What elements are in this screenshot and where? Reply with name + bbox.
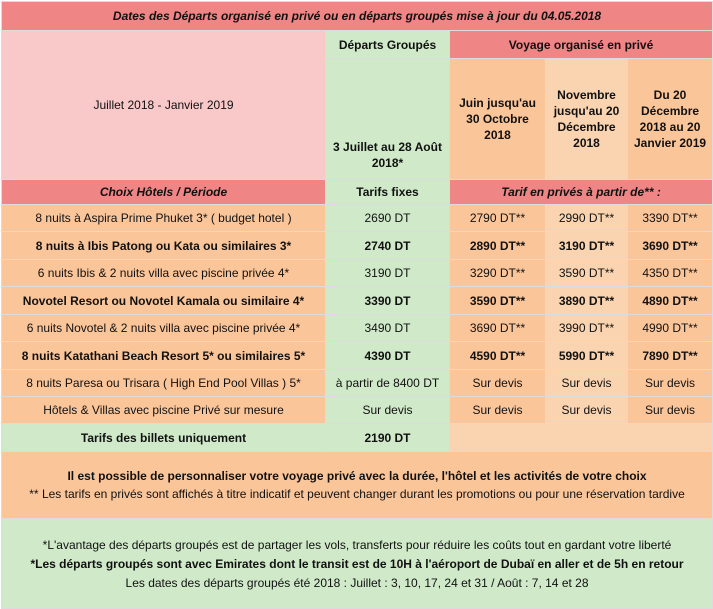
tarif-prive-header: Tarif en privés à partir de** : (450, 180, 713, 205)
table-row (2, 315, 713, 342)
groupe-price: 3490 DT (326, 315, 450, 342)
prive-price-3: 3690 DT** (628, 232, 713, 260)
table-row (2, 287, 713, 315)
prive-period-2: Novembre jusqu'au 20 Décembre 2018 (546, 59, 628, 180)
hotel-cell: 6 nuits Novotel & 2 nuits villa avec piscine privée 4* (2, 315, 326, 342)
prive-price-1: 3290 DT** (450, 260, 546, 287)
prive-price-2: Sur devis (546, 397, 628, 424)
prive-price-2: 3890 DT** (546, 287, 628, 315)
prive-price-3: 7890 DT** (628, 342, 713, 370)
prive-price-2: 2990 DT** (546, 205, 628, 232)
notes-orange-row (2, 452, 713, 519)
hotel-cell: 6 nuits Ibis & 2 nuits villa avec piscine privée 4* (2, 260, 326, 287)
prive-price-1: 3590 DT** (450, 287, 546, 315)
prive-price-1: Sur devis (450, 397, 546, 424)
prive-price-2: Sur devis (546, 370, 628, 397)
notes-green (2, 519, 713, 609)
table-row (2, 205, 713, 232)
prive-period-1: Juin jusqu'au 30 Octobre 2018 (450, 59, 546, 180)
note-avantage-groupes: *L'avantage des départs groupés est de partager les vols, transferts pour réduire les coûts tout en gardant votre liberté (42, 538, 672, 552)
groupe-price: à partir de 8400 DT (326, 370, 450, 397)
groupe-price: 3390 DT (326, 287, 450, 315)
prive-price-1: 4590 DT** (450, 342, 546, 370)
choix-header: Choix Hôtels / Période (2, 180, 326, 205)
periode-label: Juillet 2018 - Janvier 2019 (2, 31, 326, 180)
groupe-price: 2690 DT (326, 205, 450, 232)
note-dates-groupes: Les dates des départs groupés été 2018 : Juillet : 3, 10, 17, 24 et 31 / Août : 7, 14 et 28 (125, 576, 589, 590)
table-row (2, 397, 713, 424)
hotel-cell: 8 nuits Katathani Beach Resort 5* ou similaires 5* (2, 342, 326, 370)
prive-price-1: 2790 DT** (450, 205, 546, 232)
groupe-price: Sur devis (326, 397, 450, 424)
billets-row (2, 424, 713, 452)
table-row (2, 260, 713, 287)
table-title: Dates des Départs organisé en privé ou en départs groupés mise à jour du 04.05.2018 (2, 2, 713, 31)
prive-price-1: 2890 DT** (450, 232, 546, 260)
prive-price-3: 4350 DT** (628, 260, 713, 287)
table-row (2, 342, 713, 370)
hotel-cell: 8 nuits à Ibis Patong ou Kata ou similaires 3* (2, 232, 326, 260)
prive-price-3: 3390 DT** (628, 205, 713, 232)
prive-period-3: Du 20 Décembre 2018 au 20 Janvier 2019 (628, 59, 713, 180)
groupes-dates: 3 Juillet au 28 Août 2018* (326, 59, 450, 180)
tarifs-fixes-header: Tarifs fixes (326, 180, 450, 205)
tarifs-table (1, 1, 713, 609)
prive-price-3: 4890 DT** (628, 287, 713, 315)
prive-price-3: 4990 DT** (628, 315, 713, 342)
prive-price-2: 3990 DT** (546, 315, 628, 342)
prive-price-3: Sur devis (628, 370, 713, 397)
prive-price-2: 3590 DT** (546, 260, 628, 287)
billets-price: 2190 DT (326, 424, 450, 452)
groupe-price: 4390 DT (326, 342, 450, 370)
groupe-price: 2740 DT (326, 232, 450, 260)
groupes-header: Départs Groupés (326, 31, 450, 59)
hotel-cell: 8 nuits à Aspira Prime Phuket 3* ( budget hotel ) (2, 205, 326, 232)
notes-green-row (2, 519, 713, 609)
prive-price-3: Sur devis (628, 397, 713, 424)
billets-empty (450, 424, 713, 452)
prive-price-2: 5990 DT** (546, 342, 628, 370)
note-personnaliser: Il est possible de personnaliser votre voyage privé avec la durée, l'hôtel et les activités de votre choix (67, 469, 647, 483)
hotel-cell: Hôtels & Villas avec piscine Privé sur mesure (2, 397, 326, 424)
prive-header: Voyage organisé en privé (450, 31, 713, 59)
prive-price-1: 3690 DT** (450, 315, 546, 342)
table-row (2, 370, 713, 397)
note-emirates: *Les départs groupés sont avec Emirates dont le transit est de 10H à l'aéroport de Dubaï en aller et de 5h en retour (30, 557, 684, 571)
groupe-price: 3190 DT (326, 260, 450, 287)
note-tarifs-indicatifs: ** Les tarifs en privés sont affichés à titre indicatif et peuvent changer durant les promotions ou pour une réservation tardive (29, 487, 685, 501)
prive-price-1: Sur devis (450, 370, 546, 397)
prive-price-2: 3190 DT** (546, 232, 628, 260)
table-row (2, 232, 713, 260)
notes-orange (2, 452, 713, 519)
hotel-cell: 8 nuits Paresa ou Trisara ( High End Pool Villas ) 5* (2, 370, 326, 397)
billets-label: Tarifs des billets uniquement (2, 424, 326, 452)
hotel-cell: Novotel Resort ou Novotel Kamala ou similaire 4* (2, 287, 326, 315)
